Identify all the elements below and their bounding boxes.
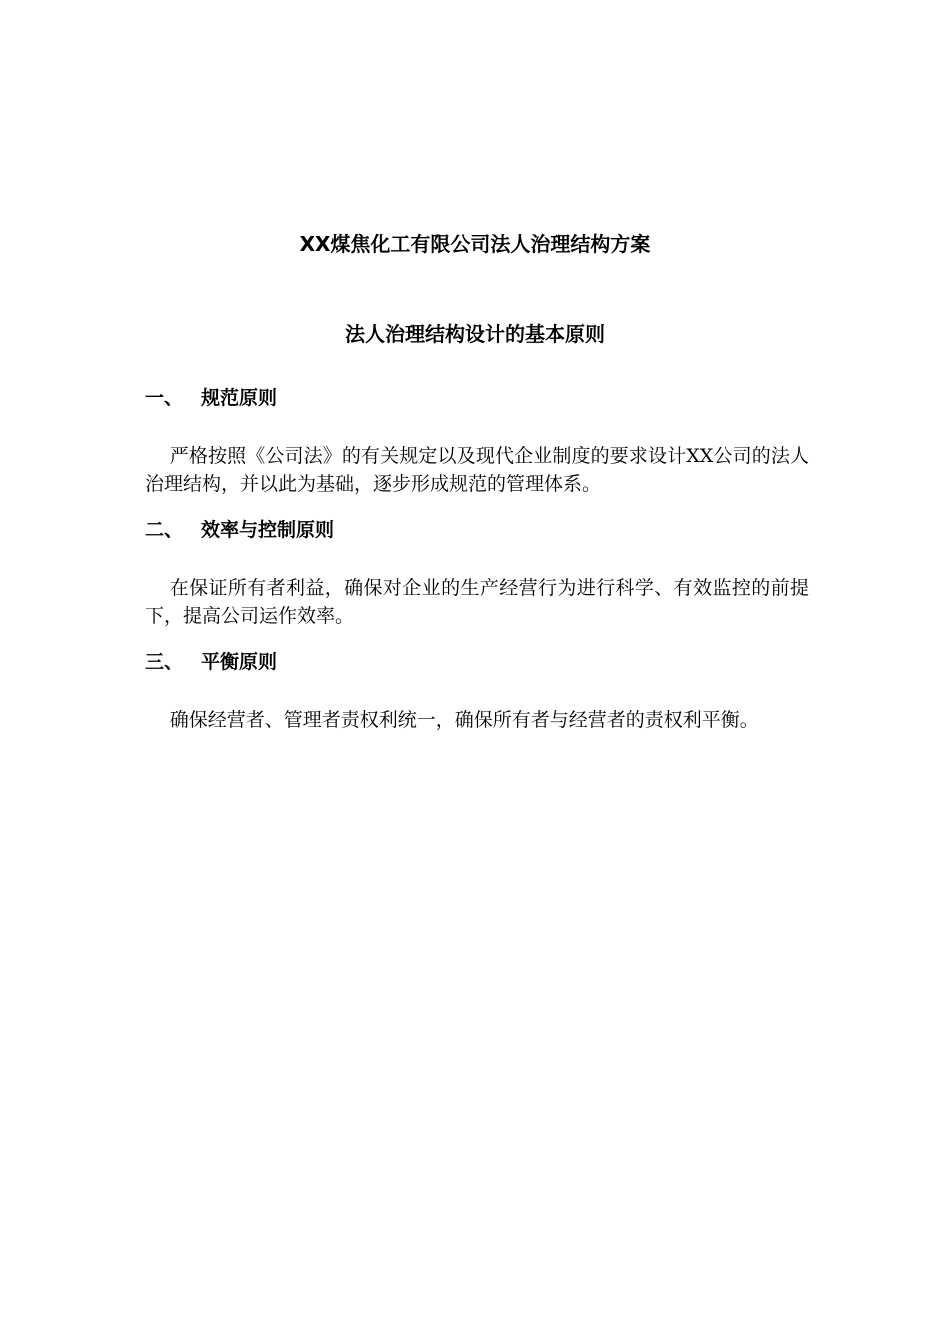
section-number-3: 三、 bbox=[145, 651, 184, 673]
section-heading-1 bbox=[145, 384, 277, 412]
section-number-2: 二、 bbox=[145, 519, 184, 541]
section-heading-3 bbox=[145, 648, 277, 676]
document-title: XX煤焦化工有限公司法人治理结构方案 bbox=[299, 232, 651, 256]
section-body-3: 确保经营者、管理者责权利统一，确保所有者与经营者的责权利平衡。 bbox=[169, 709, 759, 731]
section-title-2: 效率与控制原则 bbox=[201, 519, 335, 541]
section-body-2: 在保证所有者利益，确保对企业的生产经营行为进行科学、有效监控的前提下，提高公司运作效率。 bbox=[145, 577, 809, 627]
section-title-1: 规范原则 bbox=[201, 387, 278, 409]
section-heading-2 bbox=[145, 516, 334, 544]
section-body-1: 严格按照《公司法》的有关规定以及现代企业制度的要求设计XX公司的法人治理结构，并以此为基础，逐步形成规范的管理体系。 bbox=[145, 445, 809, 495]
section-number-1: 一、 bbox=[145, 387, 184, 409]
document-subtitle: 法人治理结构设计的基本原则 bbox=[345, 322, 605, 346]
section-title-3: 平衡原则 bbox=[201, 651, 278, 673]
